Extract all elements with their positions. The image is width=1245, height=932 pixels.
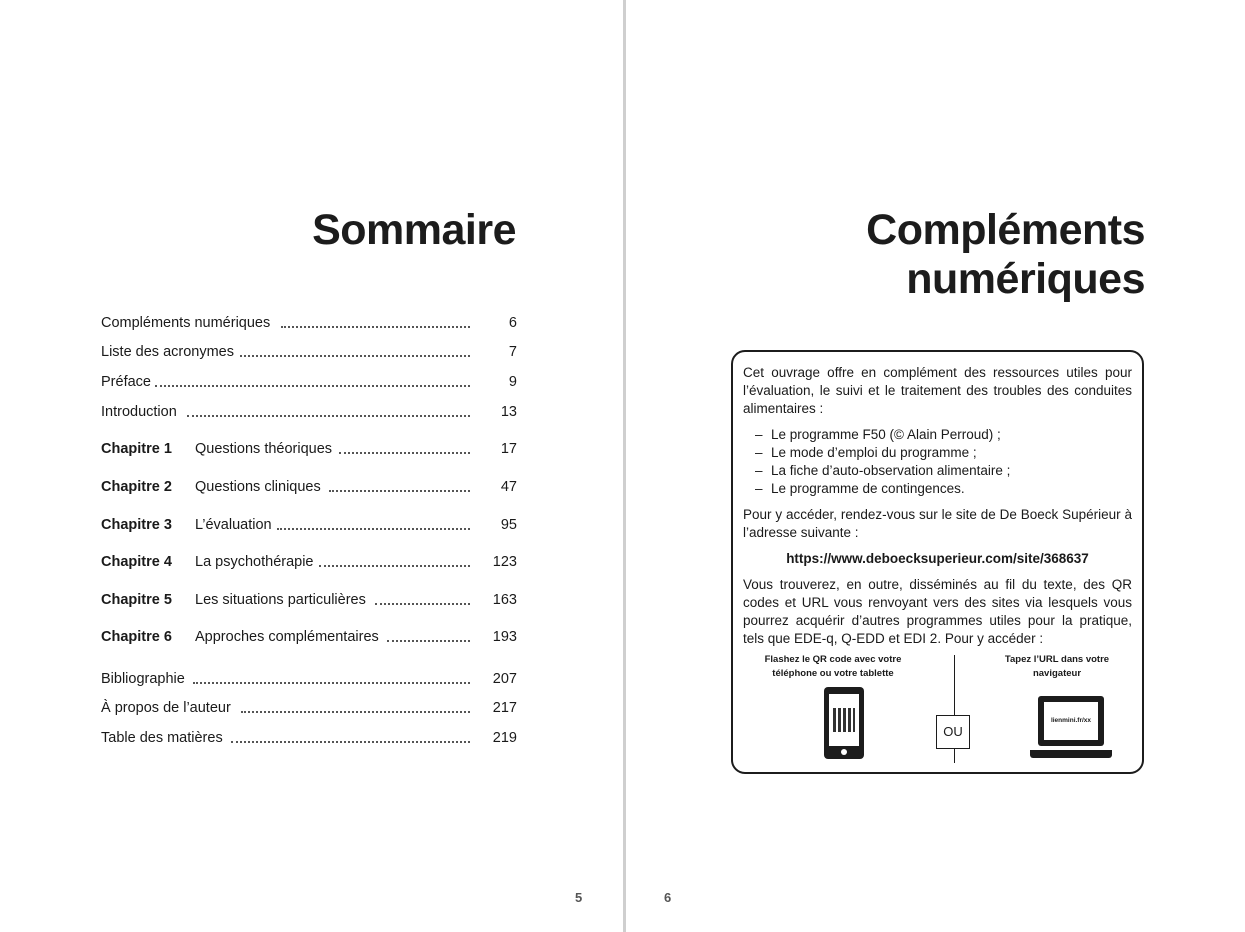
toc-label: Introduction [101, 404, 177, 420]
dot-leader [187, 402, 470, 417]
toc-label: Table des matières [101, 730, 223, 746]
dot-leader [375, 590, 470, 605]
chapter-title: Questions cliniques [195, 479, 321, 495]
url-caption: Tapez l’URL dans votre navigateur [1004, 654, 1110, 679]
intro-text: Cet ouvrage offre en complément des ressources utiles pour l’évaluation, le suivi et le traitement des troubles des conduites alimentaires : [743, 365, 1132, 416]
page-number: 5 [575, 890, 583, 905]
toc-chapter-entry[interactable] [101, 439, 517, 459]
chapter-title: Questions théoriques [195, 441, 333, 457]
resource-list [743, 426, 1132, 498]
toc-page: 7 [508, 344, 517, 360]
dot-leader [240, 342, 470, 357]
dot-leader [319, 552, 470, 567]
dot-leader [231, 728, 470, 743]
toc-chapter-entry[interactable] [101, 627, 517, 647]
or-label: OU [936, 715, 970, 749]
dot-leader [193, 669, 470, 684]
toc-chapter-entry[interactable] [101, 552, 517, 572]
toc-page: 193 [492, 629, 517, 645]
list-item: – La fiche d’auto-observation alimentaire ; [755, 463, 1011, 478]
toc-entry[interactable] [101, 342, 517, 362]
toc-label: Préface [101, 374, 151, 390]
dot-leader [241, 698, 470, 713]
toc-page: 9 [508, 374, 517, 390]
toc-chapter-entry[interactable] [101, 515, 517, 535]
toc-chapter-entry[interactable] [101, 477, 517, 497]
toc-entry[interactable] [101, 313, 517, 333]
resource-url-link[interactable]: https://www.deboecksuperieur.com/site/368637 [786, 551, 1089, 566]
list-item: – Le programme de contingences. [755, 481, 965, 496]
chapter-title: Les situations particulières [195, 592, 366, 608]
chapter-number: Chapitre 1 [101, 441, 172, 457]
chapter-number: Chapitre 4 [101, 554, 172, 570]
toc-page: 6 [508, 315, 517, 331]
list-item-text: Le programme de contingences. [771, 481, 965, 496]
toc-page: 123 [492, 554, 517, 570]
chapter-number: Chapitre 5 [101, 592, 172, 608]
chapter-title: L’évaluation [195, 517, 272, 533]
list-item-text: La fiche d’auto-observation alimentaire ; [771, 463, 1011, 478]
page-title [866, 206, 1145, 304]
dot-leader [339, 439, 470, 454]
toc-page: 217 [492, 700, 517, 716]
chapter-title: La psychothérapie [195, 554, 314, 570]
list-item: – Le mode d’emploi du programme ; [755, 445, 977, 460]
toc-label: Liste des acronymes [101, 344, 234, 360]
dot-leader [329, 477, 470, 492]
toc-page: 47 [500, 479, 517, 495]
page-number: 6 [664, 890, 672, 905]
chapter-number: Chapitre 2 [101, 479, 172, 495]
page-title: Sommaire [312, 206, 516, 254]
smartphone-qr-icon [824, 687, 864, 759]
right-page [626, 0, 1245, 932]
toc-entry[interactable] [101, 669, 517, 689]
chapter-number: Chapitre 3 [101, 517, 172, 533]
toc-page: 13 [500, 404, 517, 420]
dot-leader [155, 372, 470, 387]
title-line: numériques [906, 255, 1145, 303]
access-text: Pour y accéder, rendez-vous sur le site de De Boeck Supérieur à l’adresse suivante : [743, 507, 1132, 540]
toc-page: 207 [492, 671, 517, 687]
list-item: – Le programme F50 (© Alain Perroud) ; [755, 427, 1001, 442]
qr-code-icon [833, 708, 855, 732]
dot-leader [387, 627, 470, 642]
chapter-title: Approches complémentaires [195, 629, 379, 645]
toc-label: À propos de l’auteur [101, 700, 231, 716]
toc-entry[interactable] [101, 728, 517, 748]
chapter-number: Chapitre 6 [101, 629, 172, 645]
toc-page: 163 [492, 592, 517, 608]
laptop-screen-url: lienmini.fr/xx [1044, 702, 1098, 740]
toc-page: 17 [500, 441, 517, 457]
toc-chapter-entry[interactable] [101, 590, 517, 610]
digital-resources-box [731, 350, 1144, 774]
toc-entry[interactable] [101, 372, 517, 392]
toc-label: Bibliographie [101, 671, 185, 687]
dot-leader [277, 515, 470, 530]
more-text: Vous trouverez, en outre, disséminés au fil du texte, des QR codes et URL vous renvoyant vers des sites via lesquels vous pourrez acquérir d’autres programmes utiles pour la pratique, tels que EDE-q, Q-EDD et EDI 2. Pour y accéder : [743, 577, 1132, 646]
qr-caption: Flashez le QR code avec votre téléphone ou votre tablette [764, 654, 902, 679]
list-item-text: Le programme F50 (© Alain Perroud) ; [771, 427, 1001, 442]
toc-label: Compléments numériques [101, 315, 271, 331]
toc-entry[interactable] [101, 402, 517, 422]
toc-page: 95 [500, 517, 517, 533]
laptop-icon [1030, 696, 1112, 760]
title-line: Compléments [866, 206, 1145, 254]
toc-entry[interactable] [101, 698, 517, 718]
toc-page: 219 [492, 730, 517, 746]
dot-leader [281, 313, 470, 328]
list-item-text: Le mode d’emploi du programme ; [771, 445, 977, 460]
